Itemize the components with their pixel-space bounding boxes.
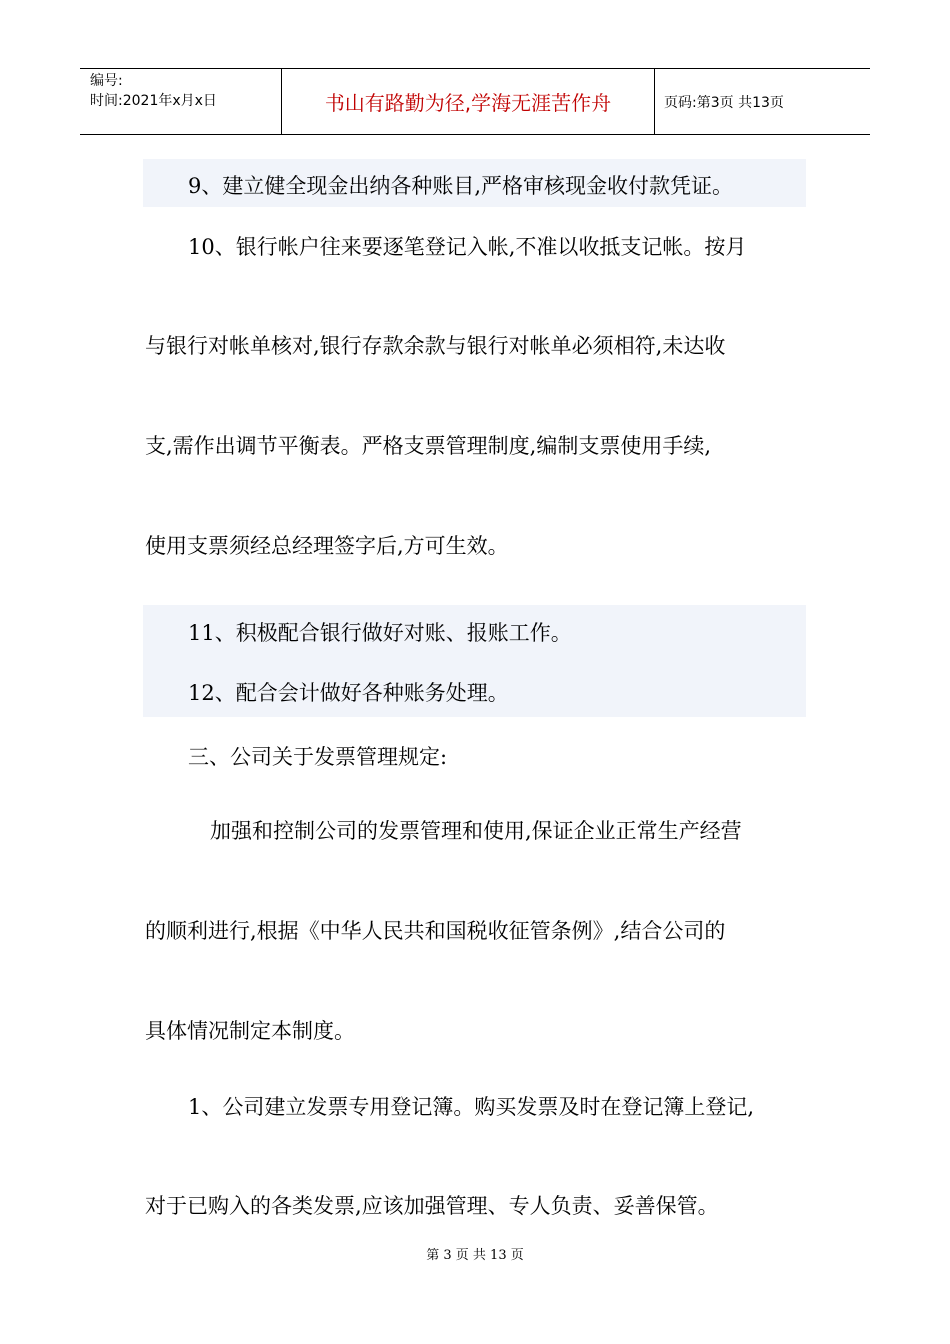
footer-page-number: 第 3 页 共 13 页: [426, 1248, 524, 1263]
body-line: 加强和控制公司的发票管理和使用,保证企业正常生产经营: [210, 819, 742, 843]
body-line: 支,需作出调节平衡表。严格支票管理制度,编制支票使用手续,: [145, 434, 712, 458]
body-line: 1、公司建立发票专用登记簿。购买发票及时在登记簿上登记,: [188, 1095, 755, 1119]
body-line: 10、银行帐户往来要逐笔登记入帐,不准以收抵支记帐。按月: [188, 235, 747, 259]
body-line: 具体情况制定本制度。: [145, 1019, 355, 1043]
body-line: 11、积极配合银行做好对账、报账工作。: [188, 621, 572, 645]
motto-text: 书山有路勤为径,学海无涯苦作舟: [324, 91, 612, 115]
body-line: 12、配合会计做好各种账务处理。: [188, 681, 509, 705]
serial-number-label: 编号:: [90, 73, 123, 89]
body-line: 对于已购入的各类发票,应该加强管理、专人负责、妥善保管。: [145, 1194, 719, 1218]
section-heading: 三、公司关于发票管理规定:: [188, 745, 448, 769]
body-line: 使用支票须经总经理签字后,方可生效。: [145, 534, 509, 558]
header-page-cell: [655, 69, 870, 134]
body-line: 9、建立健全现金出纳各种账目,严格审核现金收付款凭证。: [188, 174, 734, 198]
body-line: 与银行对帐单核对,银行存款余款与银行对帐单必须相符,未达收: [145, 334, 726, 358]
header-table: [80, 68, 870, 135]
body-line: 的顺利进行,根据《中华人民共和国税收征管条例》,结合公司的: [145, 919, 726, 943]
header-info-cell: [80, 69, 282, 134]
header-motto-cell: [282, 69, 655, 134]
date-label: 时间:2021年x月x日: [90, 93, 217, 109]
header-page-number: 页码:第3页 共13页: [664, 95, 784, 111]
